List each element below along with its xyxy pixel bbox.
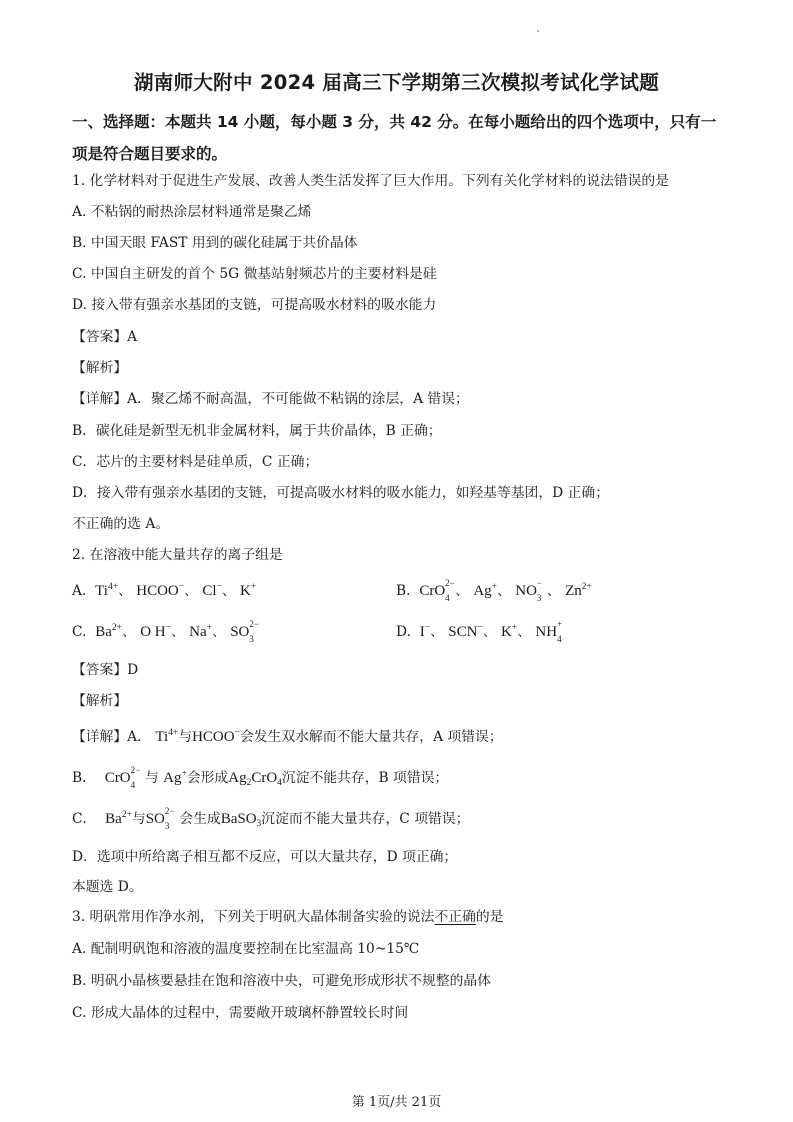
q2-stem: 2. 在溶液中能大量共存的离子组是 [72,547,283,563]
q2-option-d: D. I−、 SCN−、 K+、 NH + 4 [396,619,563,644]
q3-stem: 3. 明矾常用作净水剂，下列关于明矾大晶体制备实验的说法不正确的是 [72,909,504,925]
q1-detail-d: D．接入带有强亲水基团的支链，可提高吸水材料的吸水能力，如羟基等基团，D 正确； [72,485,609,501]
q1-detail-a: 【详解】A．聚乙烯不耐高温，不可能做不粘锅的涂层，A 错误； [72,391,469,407]
q2-analysis-label: 【解析】 [72,693,128,709]
q2-answer: 【答案】D [72,662,139,678]
q3-emphasis: 不正确 [434,909,476,925]
q1-stem: 1. 化学材料对于促进生产发展、改善人类生活发挥了巨大作用。下列有关化学材料的说法错误的是 [72,173,670,189]
q3-option-a: A. 配制明矾饱和溶液的温度要控制在比室温高 10~15℃ [72,941,420,957]
page-title: 湖南师大附中 2024 届高三下学期第三次模拟考试化学试题 [133,71,660,94]
q2-detail-a: 【详解】A． $Ti^{4+}$与HCOO−会发生双水解而不能大量共存，A 项错误； [72,728,503,745]
q1-detail-c: C．芯片的主要材料是硅单质，C 正确； [72,454,319,470]
q1-option-a: A. 不粘锅的耐热涂层材料通常是聚乙烯 [72,204,312,220]
page-footer: 第 1页/共 21页 [351,1095,442,1110]
q2-detail-c: C． $Ba^{2+}$与SO 2− 3 会生成BaSO$_3$沉淀而不能大量共存，C 项错误； [72,806,470,831]
q2-detail-b: B． CrO 2− 4 与 Ag+会形成$Ag_2CrO_4$沉淀不能共存，B 项错误； [72,765,449,790]
q1-option-b: B. 中国天眼 FAST 用到的碳化硅属于共价晶体 [72,235,358,251]
stray-dot [537,30,539,32]
q2-option-b: B. CrO 2− 4 、 Ag+、 NO − 3 、 $Zn^{2+}$ [396,578,592,603]
q2-option-b-label: B. [396,583,411,599]
q2-option-a-label: A. [72,583,87,599]
section-heading-line1: 一、选择题：本题共 14 小题，每小题 3 分，共 42 分。在每小题给出的四个选项中，只有一 [72,113,717,131]
section-heading-line2: 项是符合题目要求的。 [72,145,228,163]
q3-option-c: C. 形成大晶体的过程中，需要敞开玻璃杯静置较长时间 [72,1005,409,1021]
q2-detail-d: D．选项中所给离子相互都不反应，可以大量共存，D 项正确； [72,849,458,865]
q1-analysis-label: 【解析】 [72,360,128,376]
q2-conclusion: 本题选 D。 [72,879,143,895]
q2-option-a: A. $Ti^{4+}$、 HCOO−、 Cl−、 K+ [72,582,257,599]
q1-option-d: D. 接入带有强亲水基团的支链，可提高吸水材料的吸水能力 [72,297,437,313]
q1-conclusion: 不正确的选 A。 [72,516,170,532]
q1-option-c: C. 中国自主研发的首个 5G 微基站射频芯片的主要材料是硅 [72,266,437,282]
q1-detail-b: B．碳化硅是新型无机非金属材料，属于共价晶体，B 正确； [72,423,442,439]
q1-answer: 【答案】A [72,329,138,345]
q2-option-d-label: D. [396,624,411,640]
q2-option-c: C. $Ba^{2+}$、 O H−、 Na+、 SO 2− 3 [72,619,259,644]
q2-option-c-label: C. [72,624,87,640]
q3-option-b: B. 明矾小晶核要悬挂在饱和溶液中央，可避免形成形状不规整的晶体 [72,973,492,989]
